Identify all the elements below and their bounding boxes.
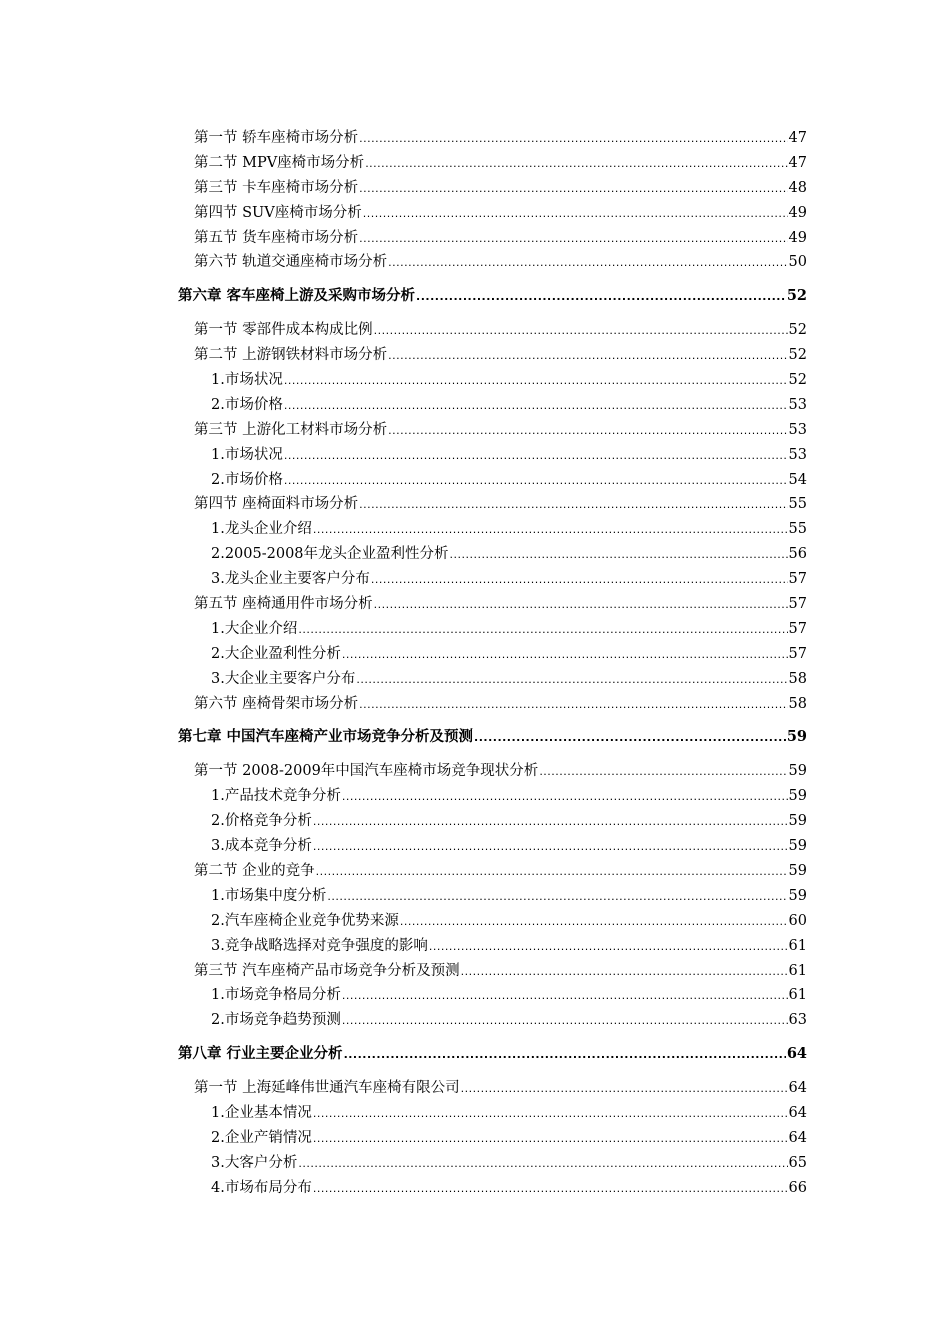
toc-section-entry[interactable]: [178, 759, 807, 784]
toc-page-number: 55: [788, 496, 807, 513]
toc-page-number: 52: [788, 372, 807, 389]
table-of-contents: [178, 126, 807, 1201]
dot-leader: [416, 284, 786, 310]
toc-page-number: 64: [788, 1080, 807, 1097]
toc-subsection-entry[interactable]: [178, 1126, 807, 1151]
dot-leader: [284, 443, 788, 469]
dot-leader: [388, 250, 787, 276]
toc-entry-label: 2.市场竞争趋势预测: [211, 1012, 341, 1029]
dot-leader: [313, 1176, 788, 1202]
toc-section-entry[interactable]: [178, 318, 807, 343]
toc-subsection-entry[interactable]: [178, 1176, 807, 1201]
toc-page-number: 59: [786, 728, 807, 746]
toc-entry-label: 第三节 卡车座椅市场分析: [194, 179, 359, 196]
toc-page-number: 57: [788, 596, 807, 613]
toc-entry-label: 2.市场价格: [211, 396, 283, 413]
toc-entry-label: 3.龙头企业主要客户分布: [211, 571, 370, 588]
toc-section-entry[interactable]: [178, 959, 807, 984]
toc-page-number: 59: [788, 887, 807, 904]
dot-leader: [359, 226, 787, 252]
toc-entry-label: 第二节 企业的竞争: [194, 862, 315, 879]
dot-leader: [298, 1151, 787, 1177]
toc-page-number: 56: [788, 546, 807, 563]
toc-subsection-entry[interactable]: [178, 1101, 807, 1126]
dot-leader: [365, 151, 787, 177]
toc-page-number: 53: [788, 421, 807, 438]
toc-subsection-entry[interactable]: [178, 542, 807, 567]
dot-leader: [313, 809, 788, 835]
toc-page-number: 58: [788, 670, 807, 687]
dot-leader: [539, 759, 787, 785]
toc-entry-label: 第二节 上游钢铁材料市场分析: [194, 347, 388, 364]
toc-page-number: 55: [788, 521, 807, 538]
toc-entry-label: 2.价格竞争分析: [211, 813, 312, 830]
toc-subsection-entry[interactable]: [178, 443, 807, 468]
dot-leader: [313, 834, 788, 860]
dot-leader: [359, 692, 787, 718]
toc-subsection-entry[interactable]: [178, 909, 807, 934]
dot-leader: [450, 542, 788, 568]
toc-section-entry[interactable]: [178, 343, 807, 368]
dot-leader: [374, 318, 788, 344]
dot-leader: [313, 517, 788, 543]
toc-page-number: 57: [788, 571, 807, 588]
toc-section-entry[interactable]: [178, 592, 807, 617]
dot-leader: [284, 393, 788, 419]
toc-page-number: 53: [788, 396, 807, 413]
toc-entry-label: 2.汽车座椅企业竞争优势来源: [211, 912, 399, 929]
toc-entry-label: 第六章 客车座椅上游及采购市场分析: [178, 287, 416, 305]
dot-leader: [313, 1126, 788, 1152]
dot-leader: [284, 468, 788, 494]
dot-leader: [374, 592, 788, 618]
toc-page-number: 64: [786, 1045, 807, 1063]
toc-entry-label: 1.市场集中度分析: [211, 887, 327, 904]
toc-subsection-entry[interactable]: [178, 642, 807, 667]
toc-page-number: 49: [788, 229, 807, 246]
toc-section-entry[interactable]: [178, 226, 807, 251]
toc-subsection-entry[interactable]: [178, 784, 807, 809]
dot-leader: [388, 418, 787, 444]
toc-section-entry[interactable]: [178, 418, 807, 443]
toc-page-number: 61: [788, 987, 807, 1004]
toc-entry-label: 第七章 中国汽车座椅产业市场竞争分析及预测: [178, 728, 474, 746]
toc-entry-label: 3.竞争战略选择对竞争强度的影响: [211, 937, 428, 954]
toc-page-number: 57: [788, 620, 807, 637]
toc-page-number: 57: [788, 645, 807, 662]
toc-entry-label: 3.成本竞争分析: [211, 838, 312, 855]
toc-page-number: 59: [788, 813, 807, 830]
toc-subsection-entry[interactable]: [178, 983, 807, 1008]
toc-entry-label: 第一节 上海延峰伟世通汽车座椅有限公司: [194, 1080, 460, 1097]
dot-leader: [359, 492, 787, 518]
dot-leader: [342, 784, 788, 810]
toc-page-number: 66: [788, 1179, 807, 1196]
toc-page-number: 52: [788, 347, 807, 364]
dot-leader: [284, 368, 788, 394]
toc-page-number: 59: [788, 838, 807, 855]
toc-entry-label: 第一节 2008-2009年中国汽车座椅市场竞争现状分析: [194, 763, 539, 780]
dot-leader: [342, 642, 788, 668]
dot-leader: [429, 934, 788, 960]
toc-section-entry[interactable]: [178, 250, 807, 275]
toc-subsection-entry[interactable]: [178, 934, 807, 959]
toc-page-number: 61: [788, 962, 807, 979]
toc-subsection-entry[interactable]: [178, 368, 807, 393]
toc-section-entry[interactable]: [178, 176, 807, 201]
toc-section-entry[interactable]: [178, 859, 807, 884]
dot-leader: [327, 884, 787, 910]
toc-entry-label: 第四节 SUV座椅市场分析: [194, 204, 362, 221]
dot-leader: [461, 959, 788, 985]
toc-subsection-entry[interactable]: [178, 517, 807, 542]
dot-leader: [359, 126, 787, 152]
toc-page-number: 65: [788, 1154, 807, 1171]
toc-entry-label: 1.市场状况: [211, 372, 283, 389]
dot-leader: [363, 201, 788, 227]
dot-leader: [371, 567, 788, 593]
dot-leader: [388, 343, 787, 369]
toc-subsection-entry[interactable]: [178, 468, 807, 493]
toc-entry-label: 第一节 零部件成本构成比例: [194, 322, 373, 339]
toc-section-entry[interactable]: [178, 1076, 807, 1101]
toc-page-number: 52: [786, 287, 807, 305]
toc-entry-label: 第五节 货车座椅市场分析: [194, 229, 359, 246]
toc-page-number: 59: [788, 862, 807, 879]
toc-subsection-entry[interactable]: [178, 393, 807, 418]
toc-subsection-entry[interactable]: [178, 809, 807, 834]
toc-page-number: 54: [788, 471, 807, 488]
toc-page-number: 64: [788, 1129, 807, 1146]
dot-leader: [342, 983, 788, 1009]
toc-subsection-entry[interactable]: [178, 667, 807, 692]
toc-section-entry[interactable]: [178, 201, 807, 226]
toc-entry-label: 第一节 轿车座椅市场分析: [194, 130, 359, 146]
toc-entry-label: 第四节 座椅面料市场分析: [194, 496, 359, 513]
toc-entry-label: 2.企业产销情况: [211, 1129, 312, 1146]
toc-entry-label: 3.大客户分析: [211, 1154, 298, 1171]
toc-page-number: 48: [788, 179, 807, 196]
toc-page-number: 59: [788, 788, 807, 805]
dot-leader: [400, 909, 788, 935]
toc-subsection-entry[interactable]: [178, 1151, 807, 1176]
toc-entry-label: 第八章 行业主要企业分析: [178, 1045, 343, 1063]
toc-page-number: 50: [788, 254, 807, 271]
toc-entry-label: 1.市场竞争格局分析: [211, 987, 341, 1004]
dot-leader: [356, 667, 787, 693]
toc-chapter-entry[interactable]: [178, 725, 807, 750]
toc-chapter-entry[interactable]: [178, 1042, 807, 1067]
dot-leader: [359, 176, 787, 202]
toc-entry-label: 1.龙头企业介绍: [211, 521, 312, 538]
toc-entry-label: 第六节 轨道交通座椅市场分析: [194, 254, 388, 271]
toc-page-number: 47: [788, 130, 807, 146]
toc-page-number: 61: [788, 937, 807, 954]
toc-page-number: 58: [788, 695, 807, 712]
toc-page-number: 49: [788, 204, 807, 221]
dot-leader: [342, 1008, 788, 1034]
dot-leader: [313, 1101, 788, 1127]
toc-page-number: 64: [788, 1104, 807, 1121]
toc-entry-label: 1.产品技术竞争分析: [211, 788, 341, 805]
toc-entry-label: 4.市场布局分布: [211, 1179, 312, 1196]
toc-subsection-entry[interactable]: [178, 617, 807, 642]
toc-subsection-entry[interactable]: [178, 884, 807, 909]
dot-leader: [298, 617, 787, 643]
toc-chapter-entry[interactable]: [178, 284, 807, 309]
toc-page-number: 53: [788, 446, 807, 463]
toc-entry-label: 2.市场价格: [211, 471, 283, 488]
toc-section-entry[interactable]: [178, 492, 807, 517]
toc-subsection-entry[interactable]: [178, 834, 807, 859]
toc-entry-label: 2.2005-2008年龙头企业盈利性分析: [211, 546, 449, 563]
toc-entry-label: 3.大企业主要客户分布: [211, 670, 356, 687]
toc-entry-label: 1.企业基本情况: [211, 1104, 312, 1121]
toc-section-entry[interactable]: [178, 151, 807, 176]
toc-page-number: 59: [788, 763, 807, 780]
toc-section-entry[interactable]: [178, 126, 807, 151]
toc-page-number: 60: [788, 912, 807, 929]
toc-subsection-entry[interactable]: [178, 567, 807, 592]
toc-entry-label: 1.大企业介绍: [211, 620, 298, 637]
dot-leader: [474, 725, 786, 751]
toc-entry-label: 2.大企业盈利性分析: [211, 645, 341, 662]
toc-entry-label: 第五节 座椅通用件市场分析: [194, 596, 373, 613]
toc-entry-label: 第三节 上游化工材料市场分析: [194, 421, 388, 438]
dot-leader: [461, 1076, 788, 1102]
toc-section-entry[interactable]: [178, 692, 807, 717]
toc-page-number: 47: [788, 154, 807, 171]
dot-leader: [344, 1042, 786, 1068]
toc-entry-label: 第二节 MPV座椅市场分析: [194, 154, 365, 171]
toc-page-number: 63: [788, 1012, 807, 1029]
toc-entry-label: 第六节 座椅骨架市场分析: [194, 695, 359, 712]
dot-leader: [316, 859, 788, 885]
toc-entry-label: 第三节 汽车座椅产品市场竞争分析及预测: [194, 962, 460, 979]
toc-entry-label: 1.市场状况: [211, 446, 283, 463]
toc-page-number: 52: [788, 322, 807, 339]
toc-subsection-entry[interactable]: [178, 1008, 807, 1033]
